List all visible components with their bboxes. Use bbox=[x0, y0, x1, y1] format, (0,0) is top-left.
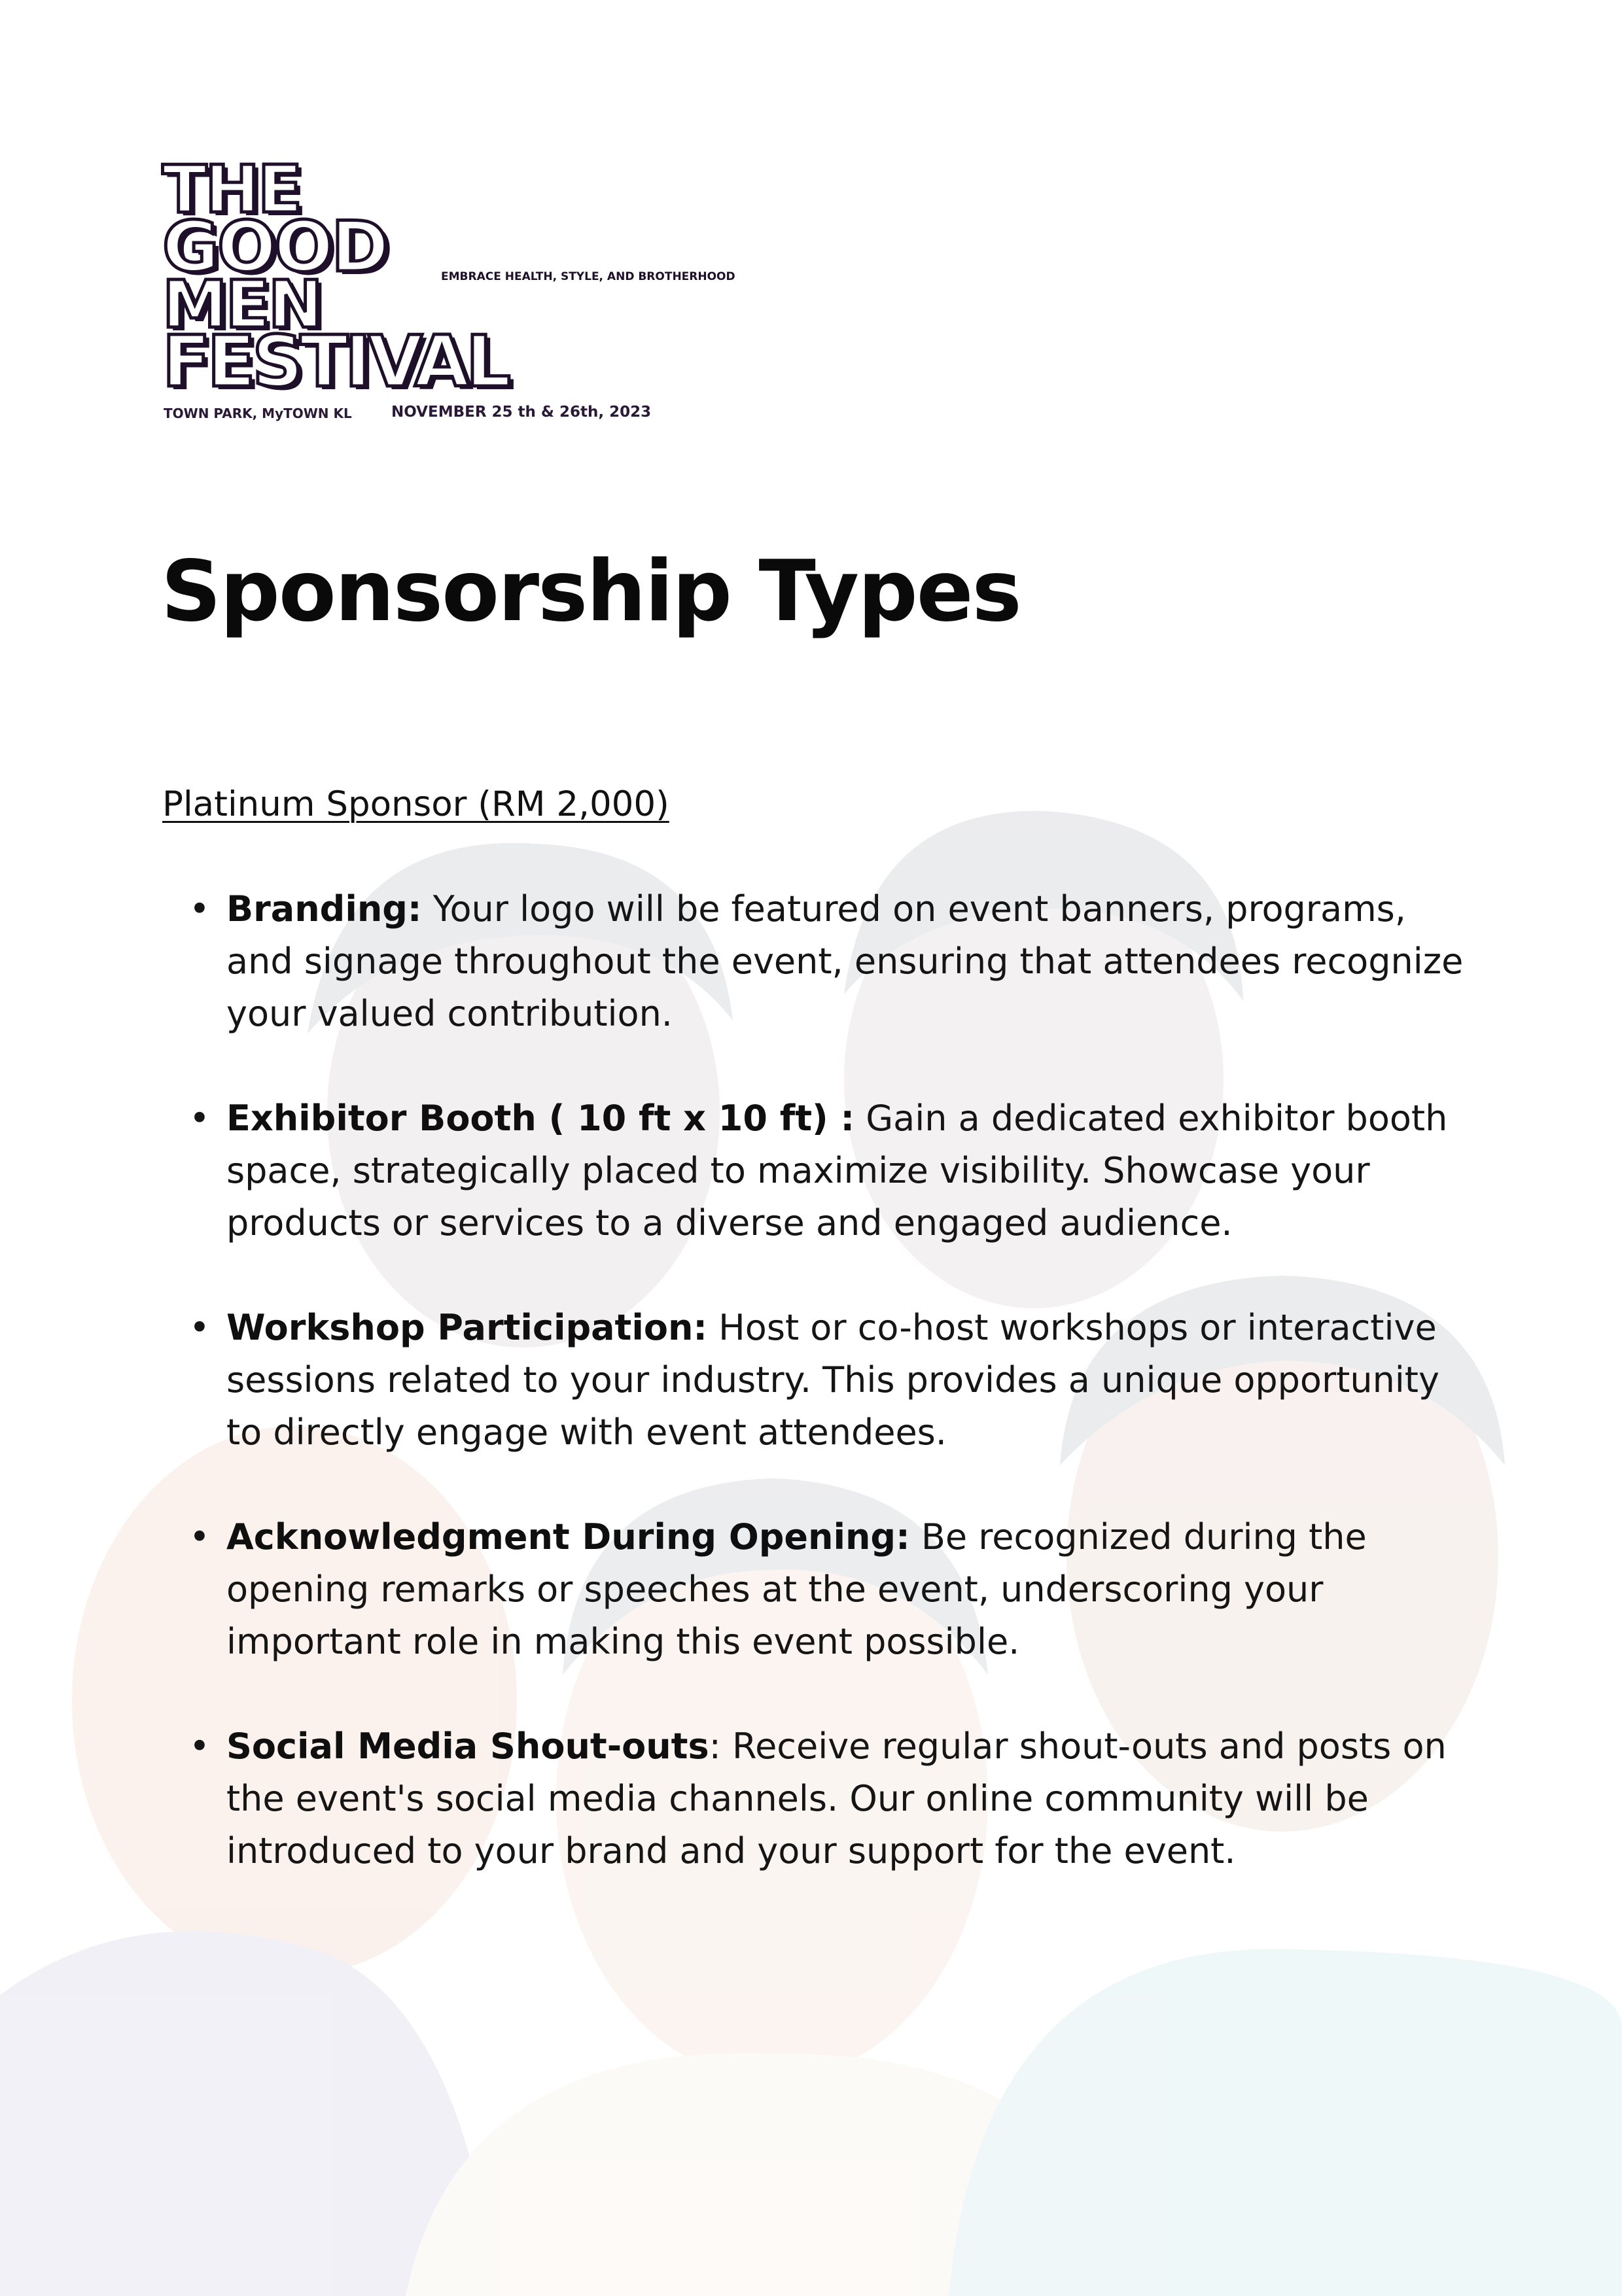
benefit-text: : Receive regular shout-outs and posts on the event's social media channels. Our online community will be introduced to your brand and your support for the event. bbox=[226, 1726, 1447, 1871]
benefit-text: Your logo will be featured on event banners, programs, and signage throughout the event, ensuring that attendees recognize your valued contribution. bbox=[226, 888, 1464, 1034]
benefit-text: Be recognized during the opening remarks or speeches at the event, underscoring your important role in making this event possible. bbox=[226, 1516, 1367, 1662]
benefit-acknowledgment bbox=[189, 1511, 1483, 1668]
festival-venue: TOWN PARK, MyTOWN KL bbox=[164, 406, 352, 421]
logo-word-good: GOOD bbox=[162, 207, 387, 287]
bullet-icon: • bbox=[189, 1726, 210, 1767]
benefit-social-media bbox=[189, 1720, 1483, 1877]
logo-word-the: THE bbox=[162, 151, 301, 228]
benefit-label: Branding: bbox=[226, 888, 422, 930]
benefit-exhibitor-booth bbox=[189, 1092, 1483, 1249]
festival-logo bbox=[162, 151, 817, 435]
benefit-text: Gain a dedicated exhibitor booth space, strategically placed to maximize visibility. Showcase your products or services to a diverse and engaged audience. bbox=[226, 1098, 1448, 1244]
logo-word-festival: FESTIVAL bbox=[162, 321, 508, 403]
bullet-icon: • bbox=[189, 1098, 210, 1139]
benefit-label: Social Media Shout-outs bbox=[226, 1726, 709, 1767]
tier-heading: Platinum Sponsor (RM 2,000) bbox=[162, 784, 669, 824]
logo-word-men: MEN bbox=[162, 266, 321, 343]
festival-dates: NOVEMBER 25 th & 26th, 2023 bbox=[391, 404, 652, 421]
benefit-label: Acknowledgment During Opening: bbox=[226, 1516, 910, 1557]
festival-tagline: EMBRACE HEALTH, STYLE, AND BROTHERHOOD bbox=[441, 270, 735, 283]
benefit-workshop-participation bbox=[189, 1302, 1483, 1459]
bullet-icon: • bbox=[189, 1307, 210, 1348]
benefit-label: Workshop Participation: bbox=[226, 1307, 708, 1348]
benefits-list bbox=[189, 883, 1483, 1930]
benefit-label: Exhibitor Booth ( 10 ft x 10 ft) : bbox=[226, 1098, 855, 1139]
bullet-icon: • bbox=[189, 888, 210, 930]
page-title: Sponsorship Types bbox=[161, 543, 1021, 640]
benefit-text: Host or co-host workshops or interactive sessions related to your industry. This provides a unique opportunity to directly engage with event attendees. bbox=[226, 1307, 1439, 1453]
bullet-icon: • bbox=[189, 1516, 210, 1557]
benefit-branding bbox=[189, 883, 1483, 1040]
